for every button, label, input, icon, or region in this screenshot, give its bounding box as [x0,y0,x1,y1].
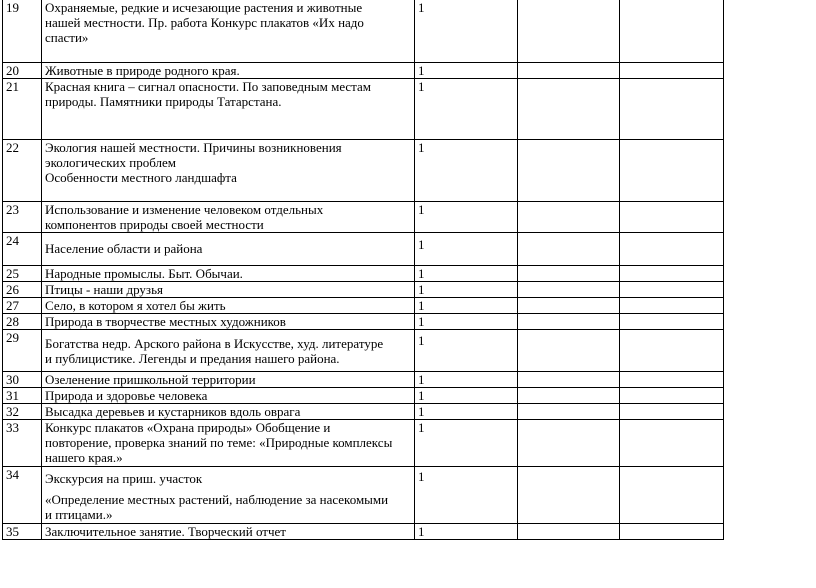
row-topic [42,63,415,79]
hours-value: 1 [418,237,425,252]
table-row [3,404,724,420]
row-number: 19 [3,0,42,63]
empty-cell [518,79,620,140]
empty-cell [518,372,620,388]
empty-cell [620,314,724,330]
topic-line: Природа в творчестве местных художников [45,314,286,329]
topic-line: «Определение местных растений, наблюдение за насекомыми [45,492,389,507]
empty-cell [620,140,724,202]
row-number: 27 [3,298,42,314]
row-hours: 1 [415,202,518,233]
row-number: 29 [3,330,42,372]
row-hours: 1 [415,524,518,540]
hours-value: 1 [418,469,425,484]
row-number: 26 [3,282,42,298]
topic-line: Использование и изменение человеком отдельных [45,202,324,217]
table-row [3,233,724,266]
table-row [3,420,724,467]
empty-cell [620,467,724,524]
table-row [3,314,724,330]
topic-line: Народные промыслы. Быт. Обычаи. [45,266,243,281]
row-topic [42,282,415,298]
empty-cell [518,314,620,330]
topic-line: Животные в природе родного края. [45,63,240,78]
topic-line: спасти» [45,30,89,45]
row-hours: 1 [415,266,518,282]
row-topic [42,298,415,314]
row-hours: 1 [415,298,518,314]
empty-cell [518,330,620,372]
row-hours [415,467,518,524]
row-number: 20 [3,63,42,79]
empty-cell [518,404,620,420]
row-number: 23 [3,202,42,233]
row-topic [42,388,415,404]
topic-line: Население области и района [45,241,203,256]
topic-line: и птицами.» [45,507,113,522]
row-hours: 1 [415,372,518,388]
empty-cell [620,420,724,467]
row-topic [42,314,415,330]
empty-cell [518,524,620,540]
topic-line: Охраняемые, редкие и исчезающие растения и животные [45,0,363,15]
empty-cell [620,79,724,140]
table-row [3,388,724,404]
topic-line: Озеленение пришкольной территории [45,372,256,387]
topic-line: Красная книга – сигнал опасности. По заповедным местам [45,79,372,94]
row-number: 35 [3,524,42,540]
empty-cell [518,63,620,79]
empty-cell [518,266,620,282]
empty-cell [620,298,724,314]
empty-cell [620,330,724,372]
row-topic [42,524,415,540]
row-number: 22 [3,140,42,202]
empty-cell [518,420,620,467]
table-row [3,140,724,202]
table-row [3,467,724,524]
row-hours [415,233,518,266]
empty-cell [620,282,724,298]
row-hours: 1 [415,314,518,330]
row-topic [42,266,415,282]
row-topic [42,372,415,388]
table-row [3,282,724,298]
topic-line: Высадка деревьев и кустарников вдоль оврага [45,404,301,419]
empty-cell [620,233,724,266]
row-topic [42,467,415,524]
row-number: 25 [3,266,42,282]
empty-cell [620,202,724,233]
row-topic [42,420,415,467]
table-row [3,63,724,79]
row-topic [42,0,415,63]
empty-cell [620,388,724,404]
empty-cell [518,298,620,314]
empty-cell [620,0,724,63]
topic-line: экологических проблем [45,155,176,170]
topic-line: Экология нашей местности. Причины возникновения [45,140,342,155]
topic-line: Село, в котором я хотел бы жить [45,298,226,313]
row-hours: 1 [415,388,518,404]
topic-line: Природа и здоровье человека [45,388,208,403]
row-hours: 1 [415,140,518,202]
empty-cell [518,233,620,266]
empty-cell [518,388,620,404]
topic-line: повторение, проверка знаний по теме: «Природные комплексы [45,435,393,450]
row-number: 28 [3,314,42,330]
hours-value: 1 [418,333,425,348]
row-hours: 1 [415,79,518,140]
empty-cell [518,140,620,202]
table-row [3,298,724,314]
row-hours [415,330,518,372]
row-topic [42,140,415,202]
topic-line: нашего края.» [45,450,123,465]
row-number: 33 [3,420,42,467]
empty-cell [518,467,620,524]
topic-line: Экскурсия на приш. участок [45,471,203,486]
row-topic [42,202,415,233]
row-hours: 1 [415,63,518,79]
table-row [3,79,724,140]
row-topic [42,79,415,140]
row-topic [42,233,415,266]
row-number: 31 [3,388,42,404]
row-topic [42,404,415,420]
empty-cell [620,266,724,282]
row-topic [42,330,415,372]
row-hours: 1 [415,282,518,298]
topic-line: Конкурс плакатов «Охрана природы» Обобщение и [45,420,331,435]
table-row [3,202,724,233]
row-number: 24 [3,233,42,266]
table-row [3,0,724,63]
topic-line: и публицистике. Легенды и предания нашего района. [45,351,340,366]
topic-line: нашей местности. Пр. работа Конкурс плакатов «Их надо [45,15,364,30]
topic-line: Заключительное занятие. Творческий отчет [45,524,286,539]
row-number: 32 [3,404,42,420]
empty-cell [518,0,620,63]
topic-line: Особенности местного ландшафта [45,170,237,185]
topic-line: природы. Памятники природы Татарстана. [45,94,282,109]
empty-cell [518,282,620,298]
empty-cell [620,404,724,420]
empty-cell [620,524,724,540]
table-row [3,330,724,372]
table-row [3,266,724,282]
row-number: 21 [3,79,42,140]
row-number: 30 [3,372,42,388]
row-hours: 1 [415,404,518,420]
row-hours: 1 [415,0,518,63]
table-row [3,372,724,388]
table-row [3,524,724,540]
empty-cell [620,372,724,388]
lesson-plan-table [2,0,724,540]
topic-line: компонентов природы своей местности [45,217,264,232]
empty-cell [518,202,620,233]
topic-line: Богатства недр. Арского района в Искусстве, худ. литературе [45,336,384,351]
row-hours: 1 [415,420,518,467]
empty-cell [620,63,724,79]
topic-line: Птицы - наши друзья [45,282,163,297]
row-number: 34 [3,467,42,524]
